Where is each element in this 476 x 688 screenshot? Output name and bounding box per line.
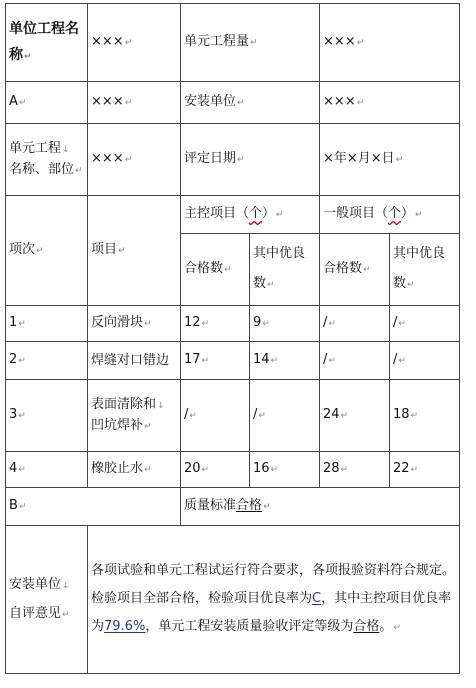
table-header-row (6, 196, 460, 234)
table-row (6, 488, 460, 526)
general-excellent-cell: 18↵ (390, 380, 460, 452)
main-qualified-cell: 17↵ (181, 342, 250, 380)
table-row (6, 124, 460, 196)
item-no-cell: 4↵ (6, 452, 88, 488)
item-cell: 表面清除和↓ 凹坑焊补↵ (88, 380, 181, 452)
unit-name-part-value: ×××↵ (88, 124, 181, 196)
main-excellent-cell: /↵ (250, 380, 320, 452)
eval-date-label: 评定日期↵ (181, 124, 320, 196)
quality-evaluation-table (5, 3, 460, 674)
main-excellent-cell: 16↵ (250, 452, 320, 488)
table-row (6, 4, 460, 82)
table-row (6, 452, 460, 488)
general-qualified-cell: 28↵ (320, 452, 390, 488)
unit-name-part-label: 单元工程↓ 名称、部位↵ (6, 124, 88, 196)
item-header: 项目↵ (88, 196, 181, 306)
main-excellent-cell: 14↵ (250, 342, 320, 380)
table-row (6, 526, 460, 674)
install-unit-value: ×××↵ (320, 82, 460, 124)
general-excellent-header: 其中优良 数↵ (390, 234, 460, 306)
item-cell: 焊缝对口错边 (88, 342, 181, 380)
item-no-header: 项次↵ (6, 196, 88, 306)
row-a-value: ×××↵ (88, 82, 181, 124)
main-qualified-cell: 12↵ (181, 306, 250, 342)
unit-quantity-label: 单元工程量↵ (181, 4, 320, 82)
main-excellent-cell: 9↵ (250, 306, 320, 342)
self-eval-opinion: 各项试验和单元工程试运行符合要求，各项报验资料符合规定。检验项目全部合格，检验项目优良率为C，其中主控项目优良率为79.6%，单元工程安装质量验收评定等级为合格。↵ (88, 526, 460, 674)
general-qualified-header: 合格数↵ (320, 234, 390, 306)
item-no-cell: 1↵ (6, 306, 88, 342)
table-row (6, 380, 460, 452)
table-row (6, 82, 460, 124)
general-qualified-cell: /↵ (320, 342, 390, 380)
row-b-label: B↵ (6, 488, 181, 526)
general-excellent-cell: /↵ (390, 342, 460, 380)
table-row (6, 342, 460, 380)
unit-project-name-label: 单位工程名称↵ (6, 4, 88, 82)
self-eval-label: 安装单位↓ 自评意见↵ (6, 526, 88, 674)
general-excellent-cell: /↵ (390, 306, 460, 342)
main-control-header: 主控项目（个）↵ (181, 196, 320, 234)
main-qualified-header: 合格数↵ (181, 234, 250, 306)
general-header: 一般项目（个）↵ (320, 196, 460, 234)
item-cell: 反向滑块↵ (88, 306, 181, 342)
item-no-cell: 2↵ (6, 342, 88, 380)
general-qualified-cell: 24↵ (320, 380, 390, 452)
main-excellent-header: 其中优良 数↵ (250, 234, 320, 306)
row-a-label: A↵ (6, 82, 88, 124)
main-qualified-cell: 20↵ (181, 452, 250, 488)
eval-date-value: ×年×月×日↵ (320, 124, 460, 196)
main-qualified-cell: /↵ (181, 380, 250, 452)
item-cell: 橡胶止水↵ (88, 452, 181, 488)
quality-standard: 质量标准合格↵ (181, 488, 460, 526)
general-qualified-cell: /↵ (320, 306, 390, 342)
unit-project-name-value: ×××↵ (88, 4, 181, 82)
table-row (6, 306, 460, 342)
general-excellent-cell: 22↵ (390, 452, 460, 488)
install-unit-label: 安装单位↵ (181, 82, 320, 124)
unit-quantity-value: ×××↵ (320, 4, 460, 82)
item-no-cell: 3↵ (6, 380, 88, 452)
